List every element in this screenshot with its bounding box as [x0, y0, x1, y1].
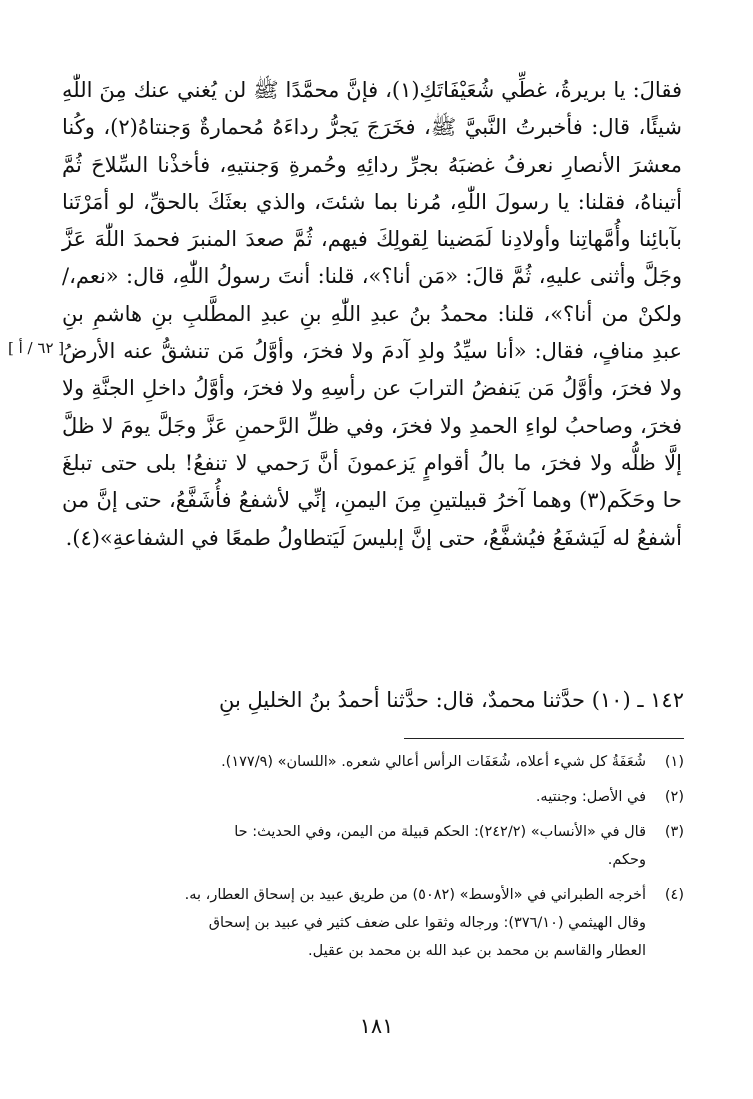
main-paragraph: فقالَ: يا بريرةُ، غطِّي شُعَيْفَاتَكِ(١)، فإنَّ محمَّدًا ﷺ لن يُغني عنك مِنَ اللّٰهِ شيئًا، قال: فأخبرتُ النَّبيَّ ﷺ، فخَرَجَ يَجرُّ رداءَهُ مُحمارةٌ وَجنتاهُ(٢)، وكُنا معشرَ الأنصارِ نعرفُ غضبَهُ بجرِّ ردائِهِ وحُمرةِ وَجنتيهِ، فأخذْنا السِّلاحَ ثُمَّ أتيناهُ، فقلنا: يا رسولَ اللّٰهِ، مُرنا بما شئتَ، والذي بعثَكَ بالحقِّ، لو أمَرْتَنا بآبائِنا وأُمَّهاتِنا وأولادِنا لَمَضينا لِقولِكَ فيهم، ثُمَّ صعدَ المنبرَ فحمدَ اللّٰهَ عَزَّ وجَلَّ وأثنى عليهِ، ثُمَّ قالَ: «مَن أنا؟»، قلنا: أنتَ رسولُ اللّٰهِ، قال: «نعم،/ ولكنْ من أنا؟»، قلنا: محمدُ بنُ عبدِ اللّٰهِ بنِ عبدِ المطَّلبِ بنِ هاشمِ بنِ عبدِ منافٍ، فقال: «أنا سيِّدُ ولدِ آدمَ ولا فخرَ، وأوَّلُ مَن تنشقُّ عنه الأرضُ ولا فخرَ، وأوَّلُ مَن يَنفضُ الترابَ عن رأسِهِ ولا فخرَ، وأوَّلُ داخلِ الجنَّةِ ولا فخرَ، وصاحبُ لواءِ الحمدِ ولا فخرَ، وفي ظلِّ الرَّحمنِ عَزَّ وجَلَّ يومَ لا ظلَّ إلَّا ظلُّه ولا فخرَ، ما بالُ أقوامٍ يَزعمونَ أنَّ رَحمي لا تنفعُ! بلى حتى تبلغَ حا وحَكَم(٣) وهما آخرُ قبيلتينِ مِنَ اليمنِ، إنِّي لأشفعُ فأُشَفَّعُ، حتى إنَّ من أشفعُ له لَيَشفَعُ فيُشفَّعُ، حتى إنَّ إبليسَ لَيَتطاولُ طمعًا في الشفاعةِ»(٤). [62, 78, 682, 550]
footnote-text [78, 748, 646, 776]
footnote-line: قال في «الأنساب» (٢٤٢/٢): الحكم قبيلة من اليمن، وفي الحديث: حا [234, 824, 646, 840]
footnote-line: في الأصل: وجنتيه. [535, 789, 646, 805]
footnote-text [78, 818, 646, 874]
main-text [62, 72, 682, 557]
footnote-number: (٢) [664, 789, 684, 805]
footnote-number: (١) [664, 754, 684, 770]
footnote-line: العطار والقاسم بن محمد بن عبد الله بن محمد بن عقيل. [308, 943, 646, 959]
hadith-heading: ١٤٢ ـ (١٠) حدَّثنا محمدٌ، قال: حدَّثنا أحمدُ بنُ الخليلِ بنِ [218, 688, 684, 712]
footnote-number: (٤) [664, 887, 684, 903]
footnote-text [78, 881, 646, 965]
footnote [78, 748, 684, 776]
footnote-line: وقال الهيثمي (٣٧٦/١٠): ورجاله وثقوا على ضعف كثير في عبيد بن إسحاق [208, 915, 646, 931]
footnotes [78, 748, 684, 972]
footnote [78, 881, 684, 965]
footnote-text [78, 783, 646, 811]
footnote-number: (٣) [664, 824, 684, 840]
footnote [78, 783, 684, 811]
manuscript-folio-reference: [ ٦٢ / أ ] [8, 339, 65, 357]
page-number: ١٨١ [359, 1014, 394, 1038]
footnote-line: أخرجه الطبراني في «الأوسط» (٥٠٨٢) من طريق عبيد بن إسحاق العطار، به. [184, 887, 646, 903]
footnote [78, 818, 684, 874]
footnote-line: شُعَفَةُ كل شيء أعلاه، شُعَفَات الرأس أعالي شعره. «اللسان» (١٧٧/٩). [221, 754, 646, 770]
footnote-separator [404, 738, 684, 739]
footnote-line: وحكم. [607, 852, 646, 868]
